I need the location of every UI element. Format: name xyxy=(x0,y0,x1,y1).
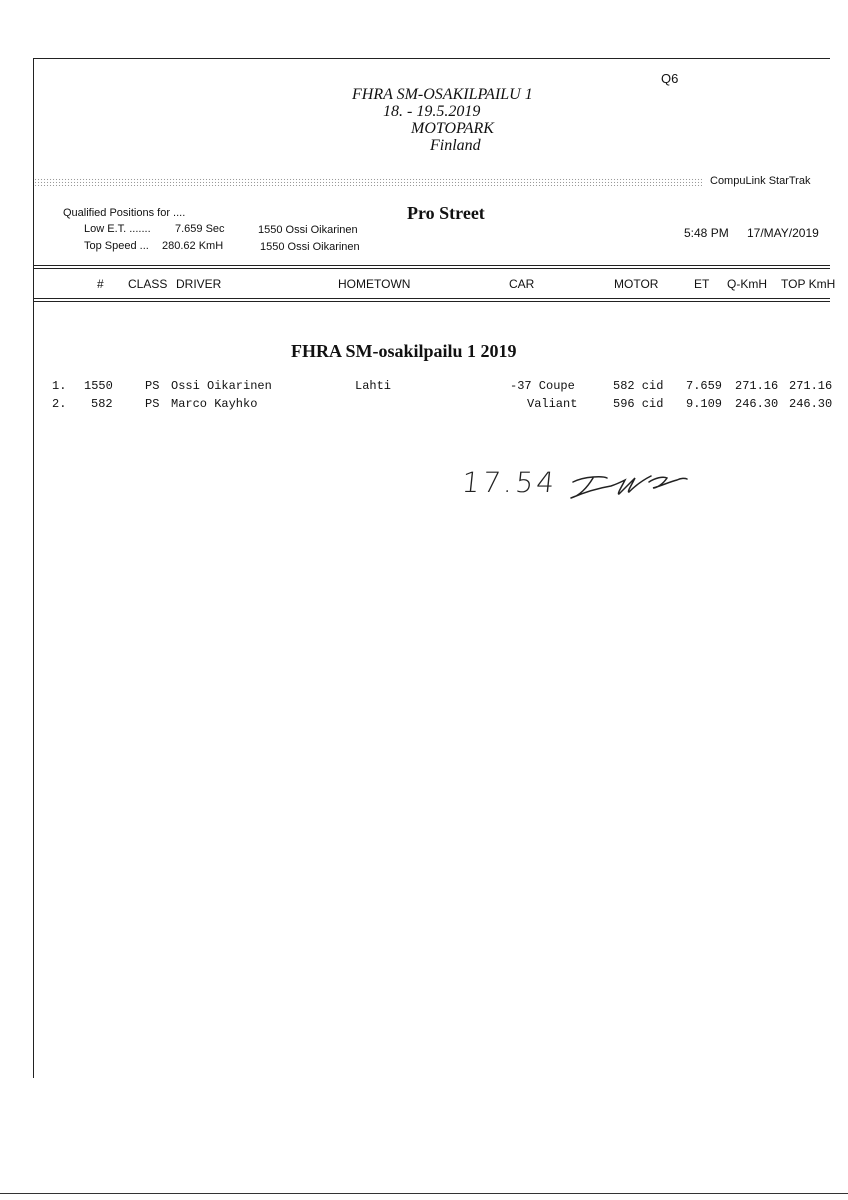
col-class: CLASS xyxy=(128,277,168,291)
top-speed-driver: 1550 Ossi Oikarinen xyxy=(260,241,360,253)
col-num: # xyxy=(97,277,104,291)
row-et: 9.109 xyxy=(686,397,723,411)
handwritten-signature xyxy=(565,468,695,504)
row-driver: Ossi Oikarinen xyxy=(171,379,272,393)
col-car: CAR xyxy=(509,277,535,291)
low-et-label: Low E.T. ....... xyxy=(84,223,151,235)
row-hometown: Lahti xyxy=(355,379,392,393)
report-time: 5:48 PM xyxy=(684,226,729,240)
col-motor: MOTOR xyxy=(614,277,659,291)
page-bottom-line xyxy=(0,1193,848,1194)
row-motor: 596 cid xyxy=(613,397,664,411)
row-car: Valiant xyxy=(527,397,578,411)
row-motor: 582 cid xyxy=(613,379,664,393)
header-line-top-2 xyxy=(33,268,830,269)
row-q-kmh: 271.16 xyxy=(735,379,779,393)
row-top-kmh: 271.16 xyxy=(789,379,833,393)
row-num: 582 xyxy=(91,397,113,411)
section-title: FHRA SM-osakilpailu 1 2019 xyxy=(291,341,517,361)
row-pos: 1. xyxy=(52,379,67,393)
row-car: -37 Coupe xyxy=(510,379,575,393)
venue: MOTOPARK xyxy=(411,120,494,137)
form-code: Q6 xyxy=(661,71,679,86)
row-q-kmh: 246.30 xyxy=(735,397,779,411)
row-et: 7.659 xyxy=(686,379,723,393)
top-speed-label: Top Speed ... xyxy=(84,240,149,252)
col-driver: DRIVER xyxy=(176,277,222,291)
top-speed-value: 280.62 KmH xyxy=(162,240,224,252)
class-title: Pro Street xyxy=(407,203,485,223)
dotted-separator xyxy=(34,178,702,186)
row-driver: Marco Kayhko xyxy=(171,397,258,411)
report-date: 17/MAY/2019 xyxy=(747,226,819,240)
col-top-kmh: TOP KmH xyxy=(781,277,836,291)
qualified-heading: Qualified Positions for .... xyxy=(63,207,186,219)
table-row xyxy=(0,397,848,413)
country: Finland xyxy=(430,137,481,154)
col-q-kmh: Q-KmH xyxy=(727,277,767,291)
handwritten-note: 17.54 xyxy=(460,466,559,499)
left-border xyxy=(33,58,34,1078)
col-hometown: HOMETOWN xyxy=(338,277,411,291)
header-line-bottom xyxy=(33,298,830,299)
header-line-top xyxy=(33,265,830,266)
row-pos: 2. xyxy=(52,397,67,411)
col-et: ET xyxy=(694,277,710,291)
event-title: FHRA SM-OSAKILPAILU 1 xyxy=(352,86,533,103)
row-class: PS xyxy=(145,379,160,393)
event-dates: 18. - 19.5.2019 xyxy=(383,103,481,120)
low-et-driver: 1550 Ossi Oikarinen xyxy=(258,224,358,236)
row-num: 1550 xyxy=(84,379,113,393)
top-border xyxy=(33,58,830,59)
low-et-value: 7.659 Sec xyxy=(175,223,225,235)
table-row xyxy=(0,379,848,395)
header-line-bottom-2 xyxy=(33,301,830,302)
row-class: PS xyxy=(145,397,160,411)
row-top-kmh: 246.30 xyxy=(789,397,833,411)
software-label: CompuLink StarTrak xyxy=(710,175,811,187)
